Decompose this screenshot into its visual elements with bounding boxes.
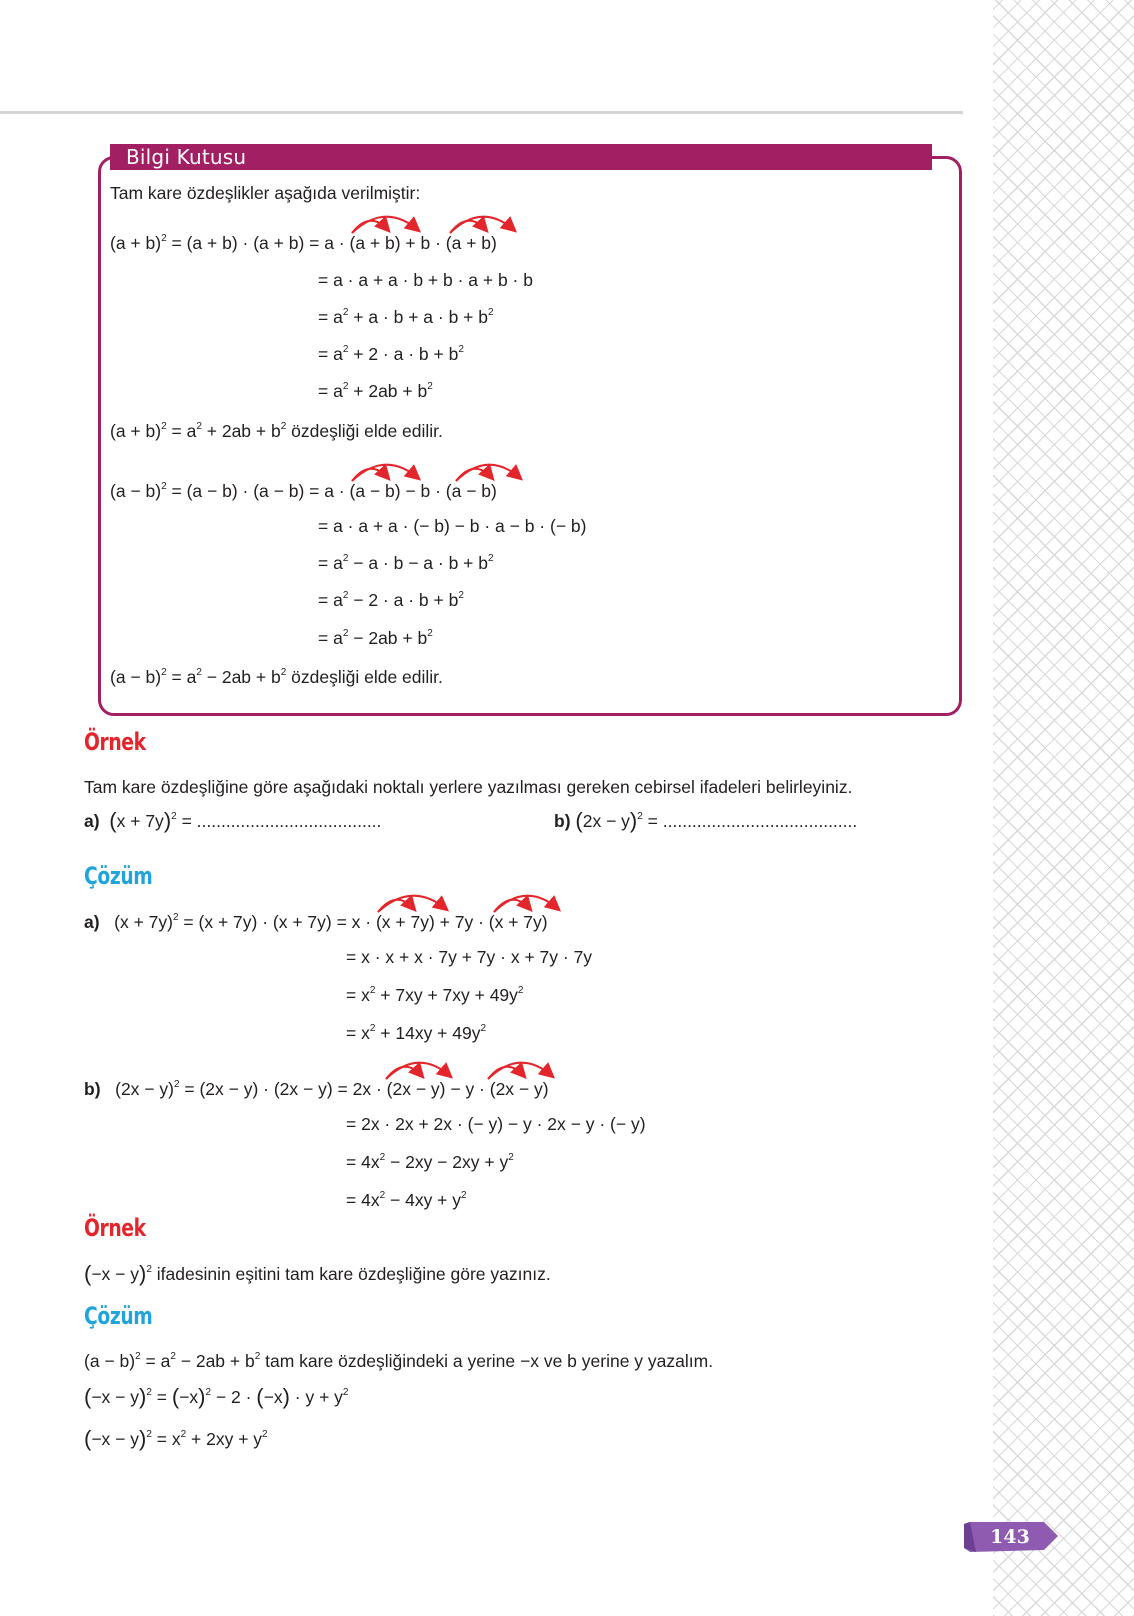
solution-2-heading: Çözüm <box>84 1302 153 1330</box>
example-1-question: Tam kare özdeşliğine göre aşağıdaki noktalı yerlere yazılması gereken cebirsel ifadeleri belirleyiniz. <box>84 777 853 797</box>
arrow-sol-a-y2 <box>494 896 558 912</box>
example-2-text: $(-x - y)^2$ ifadesinin eşitini tam kare özdeşliğine göre yazınız. <box>84 1261 551 1286</box>
diff-line-5: = $a^2 - 2ab + b^2$ <box>318 628 433 648</box>
solution-1-a-line-4: = $x^2 + 14xy + 49y^2$ <box>346 1023 487 1043</box>
example-1-part-a: a) $(x + 7y)^2$ = ...................................... <box>84 808 382 833</box>
diff-result: $(a - b)^2 = a^2 - 2ab + b^2$ özdeşliği elde edilir. <box>110 667 443 687</box>
solution-1-heading: Çözüm <box>84 862 153 890</box>
solution-1-a-line-3: = $x^2 + 7xy + 7xy + 49y^2$ <box>346 985 524 1005</box>
solution-1-a-line-2: = x · x + x · 7y + 7y · x + 7y · 7y <box>346 947 593 967</box>
solution-1-b-line-2: = 2x · 2x + 2x · (− y) − y · 2x − y · (− y) <box>346 1114 646 1134</box>
diff-line-3: = $a^2 - a \cdot b - a \cdot b + b^2$ <box>318 553 494 573</box>
info-box-intro: Tam kare özdeşlikler aşağıda verilmiştir: <box>110 183 421 203</box>
arrow-sol-b-y2 <box>488 1063 552 1079</box>
diff-line-1: $(a - b)^2 = (a - b) \cdot (a - b) = a \cdot (a - b) - b \cdot (a - b)$ <box>110 481 497 501</box>
example-1-heading: Örnek <box>84 728 146 756</box>
page-number: 143 <box>990 1526 1030 1548</box>
side-pattern <box>993 0 1134 1616</box>
arrow-sol-b-x2 <box>386 1063 450 1079</box>
diff-line-2: = a · a + a · (− b) − b · a − b · (− b) <box>318 516 587 536</box>
solution-2-line-2: $(-x - y)^2 = (-x)^2 - 2 \cdot (-x) \cdot y + y^2$ <box>84 1384 349 1409</box>
solution-2-line-1: $(a - b)^2 = a^2 - 2ab + b^2$ tam kare özdeşliğindeki a yerine −x ve b yerine y yazalım. <box>84 1351 714 1371</box>
example-2-heading: Örnek <box>84 1214 146 1242</box>
solution-1-b-line-3: = $4x^2 - 2xy - 2xy + y^2$ <box>346 1152 514 1172</box>
sum-line-2: = a · a + a · b + b · a + b · b <box>318 270 533 290</box>
sum-line-5: = $a^2 + 2ab + b^2$ <box>318 381 433 401</box>
info-box-title: Bilgi Kutusu <box>110 144 932 170</box>
sum-line-1: $(a + b)^2 = (a + b) \cdot (a + b) = a \cdot (a + b) + b \cdot (a + b)$ <box>110 233 497 253</box>
solution-1-b-line-1: b) $(2x - y)^2 = (2x - y) \cdot (2x - y) = 2x \cdot (2x - y) - y \cdot (2x - y)$ <box>84 1079 549 1099</box>
arrow-sol-a-x2 <box>378 896 446 912</box>
solution-1-a-line-1: a) $(x + 7y)^2 = (x + 7y) \cdot (x + 7y) = x \cdot (x + 7y) + 7y \cdot (x + 7y)$ <box>84 912 548 932</box>
sum-result: $(a + b)^2 = a^2 + 2ab + b^2$ özdeşliği elde edilir. <box>110 421 443 441</box>
top-rule <box>0 111 963 114</box>
sum-line-3: = $a^2 + a \cdot b + a \cdot b + b^2$ <box>318 307 494 327</box>
diff-line-4: = $a^2 - 2 \cdot a \cdot b + b^2$ <box>318 590 464 610</box>
solution-2-line-3: $(-x - y)^2 = x^2 + 2xy + y^2$ <box>84 1426 268 1451</box>
sum-line-4: = $a^2 + 2 \cdot a \cdot b + b^2$ <box>318 344 464 364</box>
solution-1-b-line-4: = $4x^2 - 4xy + y^2$ <box>346 1190 467 1210</box>
example-1-part-b: b) $(2x - y)^2$ = ........................................ <box>554 808 858 833</box>
